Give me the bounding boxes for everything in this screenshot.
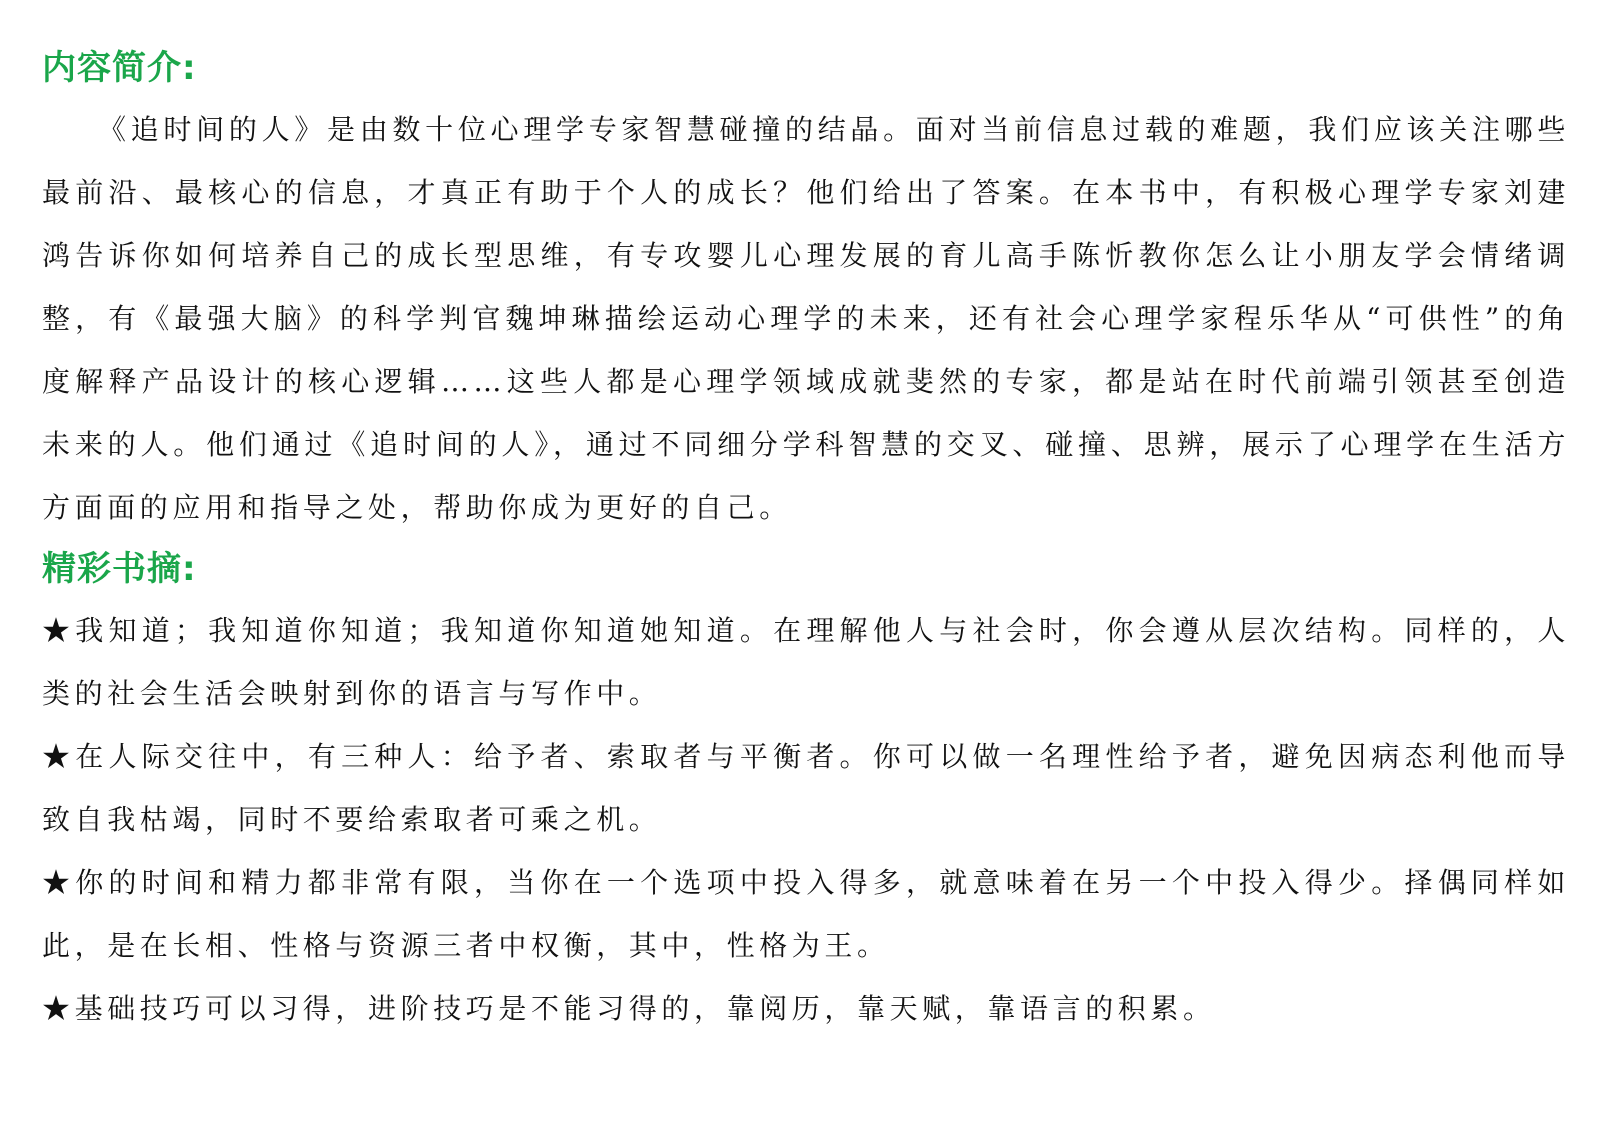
excerpt-item: ★你的时间和精力都非常有限，当你在一个选项中投入得多，就意味着在另一个中投入得少。择偶同样如此，是在长相、性格与资源三者中权衡，其中，性格为王。 (42, 866, 1570, 962)
excerpt-list (42, 599, 1570, 1040)
excerpts-section (42, 539, 1570, 1040)
intro-paragraph: 《追时间的人》是由数十位心理学专家智慧碰撞的结晶。面对当前信息过载的难题，我们应该关注哪些最前沿、最核心的信息，才真正有助于个人的成长？他们给出了答案。在本书中，有积极心理学专家刘建鸿告诉你如何培养自己的成长型思维，有专攻婴儿心理发展的育儿高手陈忻教你怎么让小朋友学会情绪调整，有《最强大脑》的科学判官魏坤琳描绘运动心理学的未来，还有社会心理学家程乐华从“可供性”的角度解释产品设计的核心逻辑……这些人都是心理学领域成就斐然的专家，都是站在时代前端引领甚至创造未来的人。他们通过《追时间的人》，通过不同细分学科智慧的交叉、碰撞、思辨，展示了心理学在生活方方面面的应用和指导之处，帮助你成为更好的自己。 (42, 113, 1570, 524)
excerpt-item: ★基础技巧可以习得，进阶技巧是不能习得的，靠阅历，靠天赋，靠语言的积累。 (42, 992, 1216, 1025)
excerpt-item: ★我知道；我知道你知道；我知道你知道她知道。在理解他人与社会时，你会遵从层次结构。同样的，人类的社会生活会映射到你的语言与写作中。 (42, 614, 1570, 710)
document-page (42, 38, 1570, 1040)
excerpts-heading: 精彩书摘: (42, 549, 197, 589)
intro-section (42, 38, 1570, 539)
intro-heading: 内容简介: (42, 48, 197, 88)
excerpt-item: ★在人际交往中，有三种人：给予者、索取者与平衡者。你可以做一名理性给予者，避免因病态利他而导致自我枯竭，同时不要给索取者可乘之机。 (42, 740, 1570, 836)
